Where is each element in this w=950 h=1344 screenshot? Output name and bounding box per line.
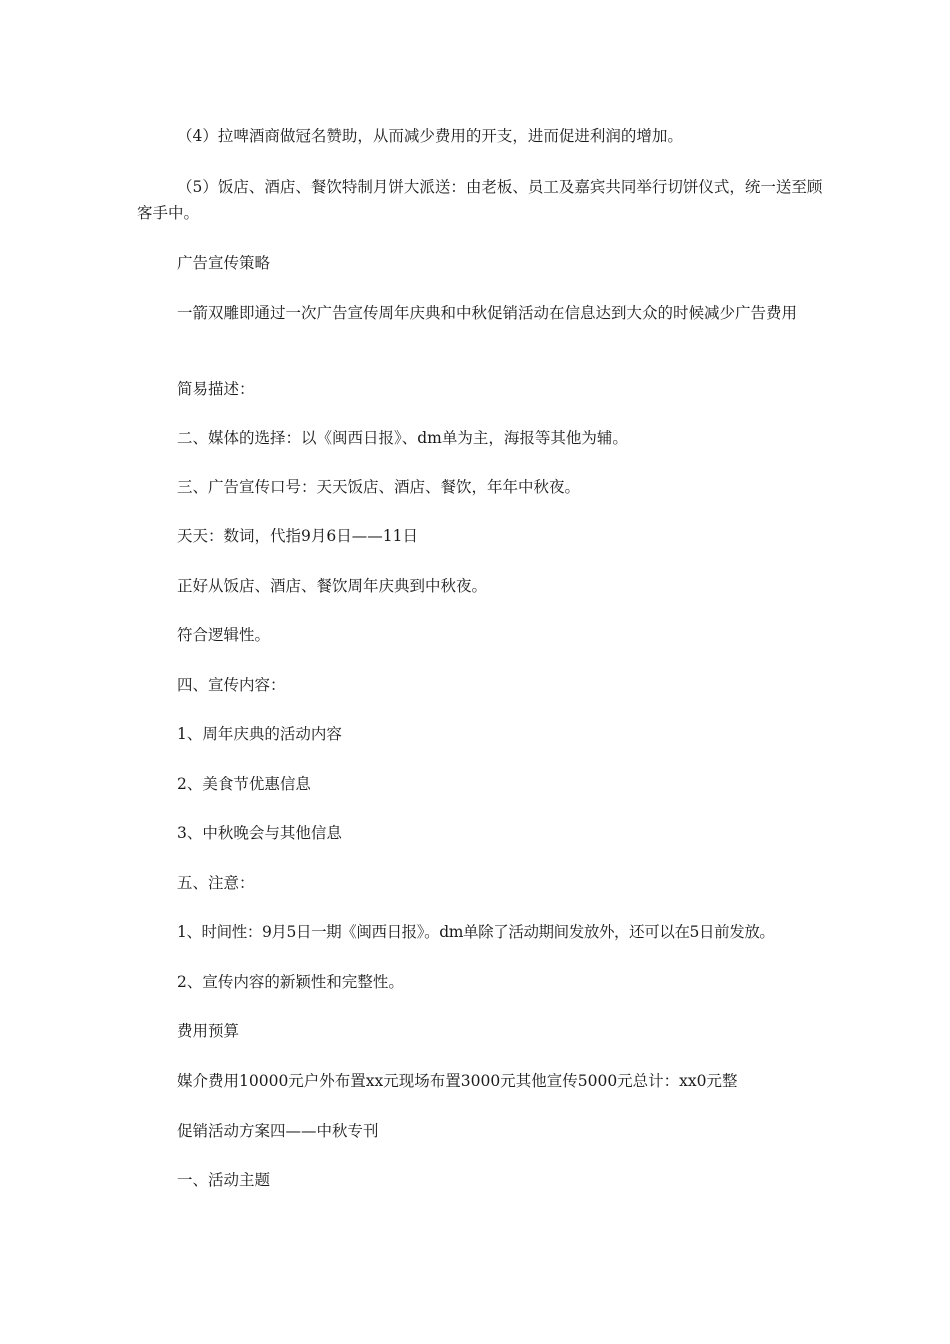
paragraph-anniversary-to-midautumn: 正好从饭店、酒店、餐饮周年庆典到中秋夜。 <box>177 577 488 595</box>
heading-ad-strategy: 广告宣传策略 <box>177 254 271 272</box>
list-item-novelty: 2、宣传内容的新颖性和完整性。 <box>177 973 404 991</box>
paragraph-media-choice: 二、媒体的选择：以《闽西日报》、dm单为主，海报等其他为辅。 <box>177 429 628 447</box>
paragraph-budget-details: 媒介费用10000元户外布置xx元现场布置3000元其他宣传5000元总计：xx0元整 <box>177 1072 738 1090</box>
list-item-anniversary-content: 1、周年庆典的活动内容 <box>177 725 342 743</box>
paragraph-brief-description: 简易描述： <box>177 380 255 398</box>
list-item-midautumn-gala: 3、中秋晚会与其他信息 <box>177 824 342 842</box>
list-item-food-festival: 2、美食节优惠信息 <box>177 775 311 793</box>
heading-plan-four: 促销活动方案四——中秋专刊 <box>177 1122 379 1140</box>
paragraph-logical: 符合逻辑性。 <box>177 626 271 644</box>
paragraph-tiantian-meaning: 天天：数词，代指9月6日——11日 <box>177 527 418 545</box>
paragraph-mooncake-giveaway: （5）饭店、酒店、餐饮特制月饼大派送：由老板、员工及嘉宾共同举行切饼仪式，统一送至顾客手中。 <box>137 178 823 222</box>
paragraph-beer-sponsorship: （4）拉啤酒商做冠名赞助，从而减少费用的开支，进而促进利润的增加。 <box>177 127 683 145</box>
heading-budget: 费用预算 <box>177 1022 240 1040</box>
heading-notes: 五、注意： <box>177 874 255 892</box>
paragraph-ad-slogan: 三、广告宣传口号：天天饭店、酒店、餐饮，年年中秋夜。 <box>177 478 581 496</box>
paragraph-ad-strategy-summary: 一箭双雕即通过一次广告宣传周年庆典和中秋促销活动在信息达到大众的时候减少广告费用 <box>177 304 798 322</box>
heading-activity-theme: 一、活动主题 <box>177 1171 271 1189</box>
list-item-timing: 1、时间性：9月5日一期《闽西日报》。dm单除了活动期间发放外，还可以在5日前发放。 <box>177 923 775 941</box>
heading-promo-content: 四、宣传内容： <box>177 676 286 694</box>
